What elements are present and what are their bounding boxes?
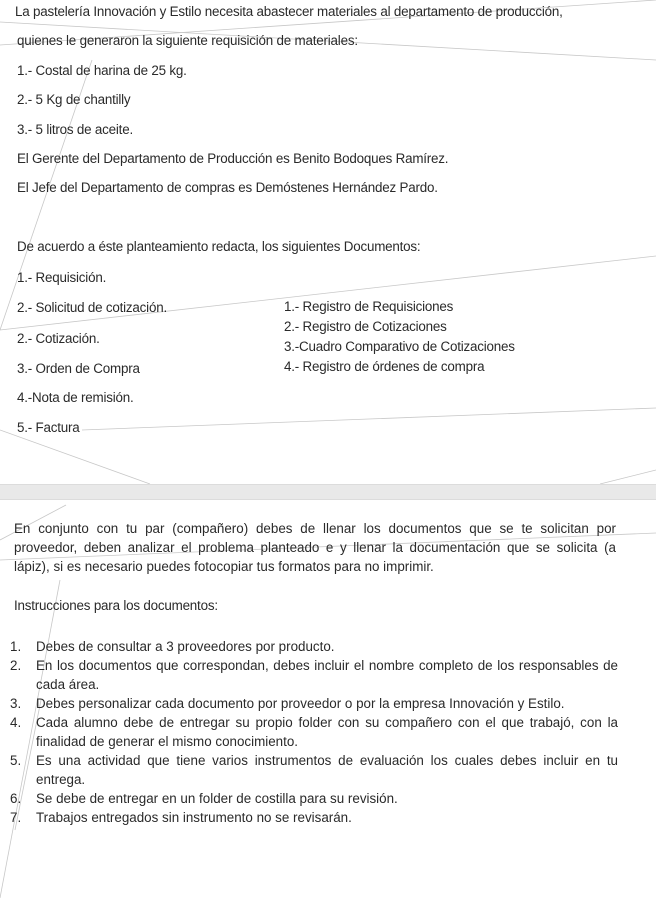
instruction-item — [10, 751, 618, 789]
instruction-number: 6. — [10, 791, 22, 806]
document-item: 3.- Orden de Compra — [17, 361, 140, 376]
page-separator — [0, 484, 656, 500]
intro-line-2: quienes le generaron la siguiente requisición de materiales: — [17, 33, 358, 48]
instruction-number: 2. — [10, 658, 22, 673]
instruction-number: 3. — [10, 696, 22, 711]
document-item: 1.- Requisición. — [17, 270, 107, 285]
paragraph-line: proveedor, deben analizar el problema planteado e y llenar la documentación que se solicita (a — [14, 540, 616, 555]
instructions-paragraph — [14, 519, 616, 576]
jefe-line: El Jefe del Departamento de compras es Demóstenes Hernández Pardo. — [17, 180, 438, 195]
instruction-text: Debes de consultar a 3 proveedores por producto. — [36, 639, 335, 654]
registro-item: 3.-Cuadro Comparativo de Cotizaciones — [284, 339, 515, 354]
document-item: 4.-Nota de remisión. — [17, 390, 134, 405]
instruction-item — [10, 656, 618, 694]
registro-item: 2.- Registro de Cotizaciones — [284, 319, 447, 334]
instruction-text: Cada alumno debe de entregar su propio folder con su compañero con el que trabajó, con la finalidad de generar el mismo conocimiento. — [36, 715, 618, 749]
registro-item: 4.- Registro de órdenes de compra — [284, 359, 485, 374]
instruction-text: Debes personalizar cada documento por proveedor o por la empresa Innovación y Estilo. — [36, 696, 565, 711]
instruction-number: 4. — [10, 715, 22, 730]
instruction-item — [10, 694, 618, 713]
instruction-item — [10, 789, 618, 808]
instructions-title: Instrucciones para los documentos: — [14, 598, 218, 613]
redacta-line: De acuerdo a éste planteamiento redacta, los siguientes Documentos: — [17, 239, 421, 254]
material-item: 2.- 5 Kg de chantilly — [17, 92, 131, 107]
instructions-list — [10, 637, 618, 827]
material-item: 1.- Costal de harina de 25 kg. — [17, 63, 187, 78]
registro-item: 1.- Registro de Requisiciones — [284, 299, 454, 314]
instruction-text: Es una actividad que tiene varios instrumentos de evaluación los cuales debes incluir en tu entrega. — [36, 753, 618, 787]
instruction-item — [10, 637, 618, 656]
document-item: 5.- Factura — [17, 420, 80, 435]
document-item: 2.- Cotización. — [17, 331, 100, 346]
instruction-item — [10, 808, 618, 827]
paragraph-line: En conjunto con tu par (compañero) debes de llenar los documentos que se te solicitan por — [14, 521, 616, 536]
instruction-item — [10, 713, 618, 751]
instruction-text: Se debe de entregar en un folder de costilla para su revisión. — [36, 791, 398, 806]
material-item: 3.- 5 litros de aceite. — [17, 122, 133, 137]
instruction-text: En los documentos que correspondan, debes incluir el nombre completo de los responsables de cada área. — [36, 658, 618, 692]
paragraph-line: lápiz), si es necesario puedes fotocopiar tus formatos para no imprimir. — [14, 559, 434, 574]
intro-line-1: La pastelería Innovación y Estilo necesita abastecer materiales al departamento de producción, — [15, 4, 563, 19]
gerente-line: El Gerente del Departamento de Producción es Benito Bodoques Ramírez. — [17, 151, 449, 166]
instruction-number: 1. — [10, 639, 22, 654]
instruction-text: Trabajos entregados sin instrumento no se revisarán. — [36, 810, 352, 825]
document-item: 2.- Solicitud de cotización. — [17, 300, 167, 315]
instruction-number: 7. — [10, 810, 22, 825]
instruction-number: 5. — [10, 753, 22, 768]
